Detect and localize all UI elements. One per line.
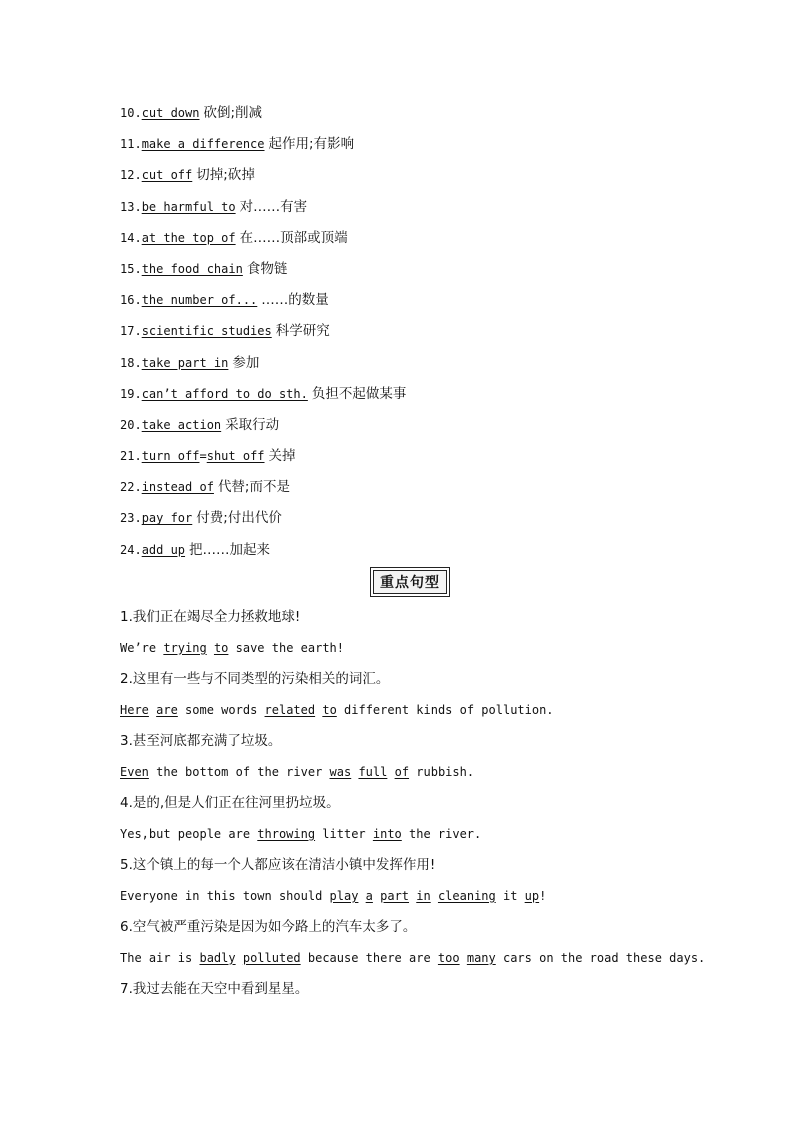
sentence-text: the bottom of the river xyxy=(148,764,330,779)
phrase-chinese: 付费;付出代价 xyxy=(196,510,282,527)
answer-blank: are xyxy=(156,702,178,717)
answer-blank: full xyxy=(358,764,388,779)
phrase-english: take action xyxy=(141,417,222,432)
sentence-text: save the earth! xyxy=(228,640,344,655)
phrase-item xyxy=(120,287,700,318)
phrase-chinese: 砍倒;削减 xyxy=(203,105,263,121)
phrase-english: pay for xyxy=(141,511,193,526)
phrase-english-alt: shut off xyxy=(206,449,265,464)
sentence-text: ! xyxy=(539,888,547,903)
phrase-english: add up xyxy=(141,542,186,557)
answer-blank: cleaning xyxy=(437,888,496,903)
sentence-text: cars on the road these days. xyxy=(495,950,706,965)
phrase-english: be harmful to xyxy=(141,199,236,214)
phrase-number: 15. xyxy=(120,261,142,276)
sentence-text: because there are xyxy=(300,950,438,965)
phrase-item xyxy=(120,256,700,287)
phrase-item xyxy=(120,412,700,443)
answer-blank: into xyxy=(372,826,402,841)
phrase-number: 20. xyxy=(120,417,142,432)
sentence-list xyxy=(120,604,706,1007)
phrase-english: cut down xyxy=(141,106,200,120)
sentence-text xyxy=(431,889,438,903)
sentence-english xyxy=(120,945,706,976)
document-page xyxy=(120,100,706,1007)
answer-blank: throwing xyxy=(257,826,316,841)
phrase-number: 19. xyxy=(120,386,142,401)
sentence-text xyxy=(236,951,243,965)
phrase-list xyxy=(120,100,700,568)
answer-blank: trying xyxy=(163,640,207,655)
phrase-item xyxy=(120,474,700,505)
sentence-text: We’re xyxy=(120,640,164,655)
phrase-english: at the top of xyxy=(141,230,236,245)
phrase-chinese: 起作用;有影响 xyxy=(268,136,355,153)
phrase-chinese: 把……加起来 xyxy=(189,541,271,558)
phrase-item xyxy=(120,381,700,412)
phrase-item xyxy=(120,537,700,568)
phrase-english: the food chain xyxy=(141,261,243,276)
phrase-chinese: 关掉 xyxy=(268,448,296,465)
phrase-chinese: 参加 xyxy=(232,354,260,371)
phrase-number: 23. xyxy=(120,511,142,526)
sentence-chinese: 2.这里有一些与不同类型的污染相关的词汇。 xyxy=(120,670,390,687)
phrase-number: 22. xyxy=(120,480,142,495)
phrase-item xyxy=(120,225,700,256)
sentence-chinese: 1.我们正在竭尽全力拯救地球! xyxy=(120,608,301,625)
phrase-item xyxy=(120,194,700,225)
sentence-chinese: 4.是的,但是人们正在往河里扔垃圾。 xyxy=(120,794,340,811)
phrase-english: cut off xyxy=(141,168,193,183)
sentence-text: Everyone in this town should xyxy=(120,888,330,903)
sentence-english xyxy=(120,635,700,666)
phrase-number: 21. xyxy=(120,449,142,464)
phrase-chinese: 科学研究 xyxy=(275,323,330,340)
phrase-english: the number of... xyxy=(141,293,258,308)
answer-blank: a xyxy=(365,888,373,903)
sentence-english xyxy=(120,883,700,914)
sentence-text: the river. xyxy=(401,826,482,841)
answer-blank: Here xyxy=(120,702,149,717)
phrase-item xyxy=(120,318,700,349)
sentence-english xyxy=(120,697,700,728)
phrase-chinese: 在……顶部或顶端 xyxy=(239,229,348,246)
phrase-english: can’t afford to do sth. xyxy=(141,386,308,401)
phrase-number: 16. xyxy=(120,293,142,308)
phrase-english: turn off xyxy=(141,449,200,464)
answer-blank: many xyxy=(466,950,496,965)
section-heading xyxy=(120,570,700,596)
phrase-chinese: 采取行动 xyxy=(225,416,280,433)
answer-blank: of xyxy=(394,764,410,779)
sentence-text xyxy=(387,765,394,779)
phrase-number: 24. xyxy=(120,542,142,557)
phrase-number: 18. xyxy=(120,355,142,370)
answer-blank: to xyxy=(213,640,229,655)
phrase-chinese: 切掉;砍掉 xyxy=(196,167,255,184)
phrase-english: take part in xyxy=(141,355,229,370)
sentence-text: rubbish. xyxy=(409,764,475,779)
answer-blank: related xyxy=(264,702,316,717)
phrase-equals: = xyxy=(199,449,207,464)
sentence-text xyxy=(207,641,214,655)
answer-blank: Even xyxy=(120,764,149,779)
sentence-chinese: 6.空气被严重污染是因为如今路上的汽车太多了。 xyxy=(120,918,417,935)
phrase-item xyxy=(120,443,700,474)
phrase-chinese: 代替;而不是 xyxy=(217,479,290,496)
phrase-number: 14. xyxy=(120,230,142,245)
answer-blank: too xyxy=(437,950,460,965)
sentence-text: it xyxy=(495,888,525,903)
phrase-item xyxy=(120,162,700,193)
sentence-text: Yes,but people are xyxy=(120,826,258,841)
answer-blank: play xyxy=(329,888,359,903)
sentence-text: litter xyxy=(315,826,373,841)
answer-blank: was xyxy=(329,764,352,779)
sentence-english xyxy=(120,759,700,790)
phrase-chinese: 负担不起做某事 xyxy=(311,385,407,402)
phrase-chinese: 对……有害 xyxy=(239,198,308,215)
answer-blank: part xyxy=(380,888,410,903)
phrase-number: 11. xyxy=(120,137,142,152)
sentence-text xyxy=(460,951,467,965)
phrase-number: 13. xyxy=(120,199,142,214)
answer-blank: badly xyxy=(199,950,236,965)
phrase-english: make a difference xyxy=(141,137,265,152)
phrase-english: instead of xyxy=(141,480,214,495)
sentence-text xyxy=(358,889,365,903)
phrase-number: 12. xyxy=(120,168,142,183)
answer-blank: in xyxy=(416,888,431,903)
answer-blank: to xyxy=(322,702,337,717)
phrase-chinese: 食物链 xyxy=(246,260,288,277)
phrase-chinese: ……的数量 xyxy=(261,292,329,309)
sentence-chinese: 5.这个镇上的每一个人都应该在清洁小镇中发挥作用! xyxy=(120,856,436,873)
phrase-number: 10. xyxy=(120,106,142,120)
phrase-number: 17. xyxy=(120,324,142,339)
section-title: 重点句型 xyxy=(373,570,447,594)
sentence-english xyxy=(120,821,700,852)
answer-blank: up xyxy=(524,888,540,903)
phrase-english: scientific studies xyxy=(141,324,272,339)
phrase-item xyxy=(120,131,700,162)
sentence-text: some words xyxy=(177,702,265,717)
phrase-item xyxy=(120,505,700,536)
sentence-chinese: 3.甚至河底都充满了垃圾。 xyxy=(120,732,282,749)
sentence-text: The air is xyxy=(120,950,200,965)
sentence-chinese: 7.我过去能在天空中看到星星。 xyxy=(120,980,309,997)
sentence-text: different kinds of pollution. xyxy=(336,702,554,717)
phrase-item xyxy=(120,350,700,381)
answer-blank: polluted xyxy=(242,950,301,965)
phrase-item xyxy=(120,100,700,131)
